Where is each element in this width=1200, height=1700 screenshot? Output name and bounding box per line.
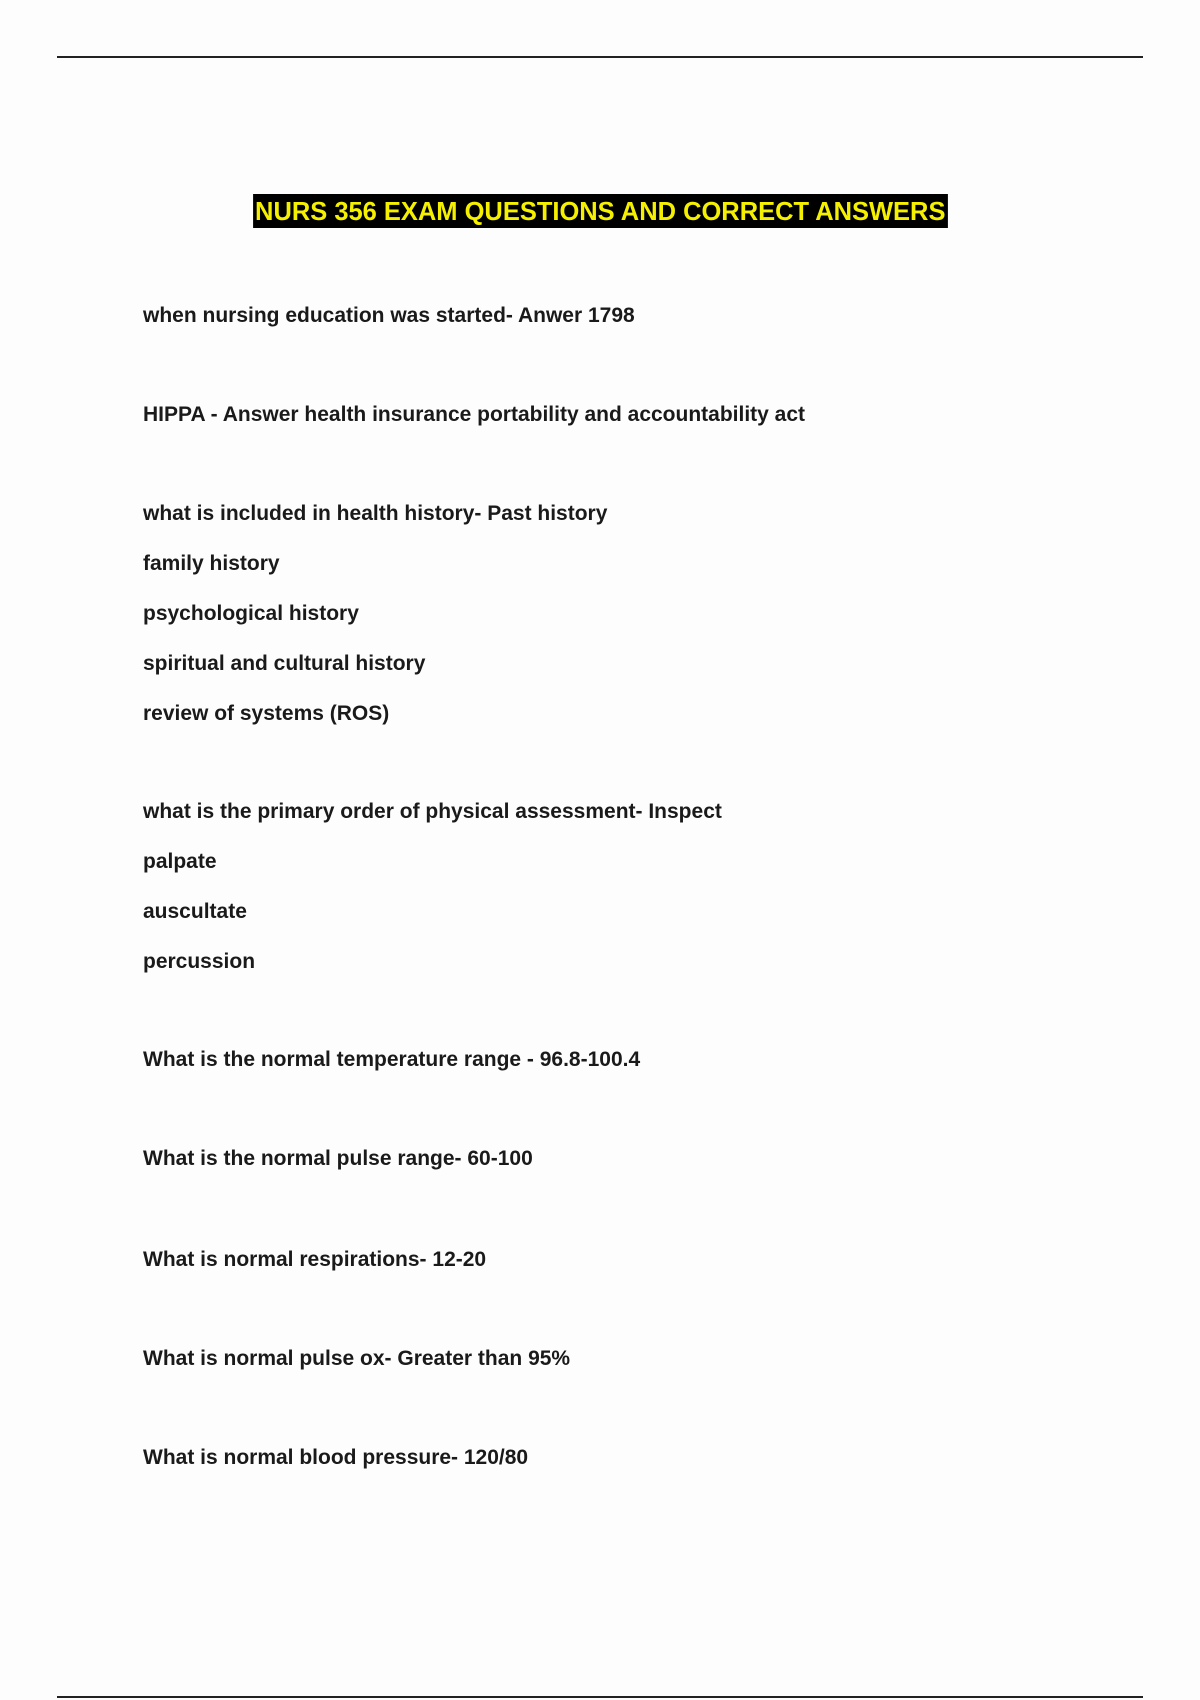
qa-line: What is normal respirations- 12-20: [143, 1248, 487, 1271]
qa-line: What is normal blood pressure- 120/80: [143, 1446, 529, 1469]
document-title: NURS 356 EXAM QUESTIONS AND CORRECT ANSWERS: [254, 196, 946, 226]
qa-line: spiritual and cultural history: [143, 652, 426, 675]
qa-line: family history: [143, 552, 280, 575]
qa-entry: [143, 799, 1143, 975]
qa-line: What is normal pulse ox- Greater than 95%: [143, 1347, 571, 1370]
qa-entry: [143, 303, 1143, 329]
qa-entry: [143, 402, 1143, 428]
qa-line: when nursing education was started- Anwer 1798: [143, 304, 635, 327]
title-container: [0, 194, 1200, 228]
qa-line: What is the normal pulse range- 60-100: [143, 1147, 533, 1170]
footer-rule: [57, 1696, 1143, 1698]
qa-entry: [143, 1445, 1143, 1471]
qa-line: auscultate: [143, 900, 247, 923]
qa-line: review of systems (ROS): [143, 702, 390, 725]
qa-entry: [143, 1146, 1143, 1172]
qa-line: what is the primary order of physical assessment- Inspect: [143, 800, 722, 823]
qa-line: HIPPA - Answer health insurance portability and accountability act: [143, 403, 806, 426]
qa-entry: [143, 501, 1143, 727]
qa-line: what is included in health history- Past history: [143, 502, 608, 525]
qa-line: percussion: [143, 950, 256, 973]
qa-entry: [143, 1247, 1143, 1273]
qa-entry: [143, 1346, 1143, 1372]
qa-line: palpate: [143, 850, 217, 873]
header-rule: [57, 56, 1143, 58]
qa-line: What is the normal temperature range - 96.8-100.4: [143, 1048, 641, 1071]
qa-line: psychological history: [143, 602, 359, 625]
qa-entry: [143, 1047, 1143, 1073]
